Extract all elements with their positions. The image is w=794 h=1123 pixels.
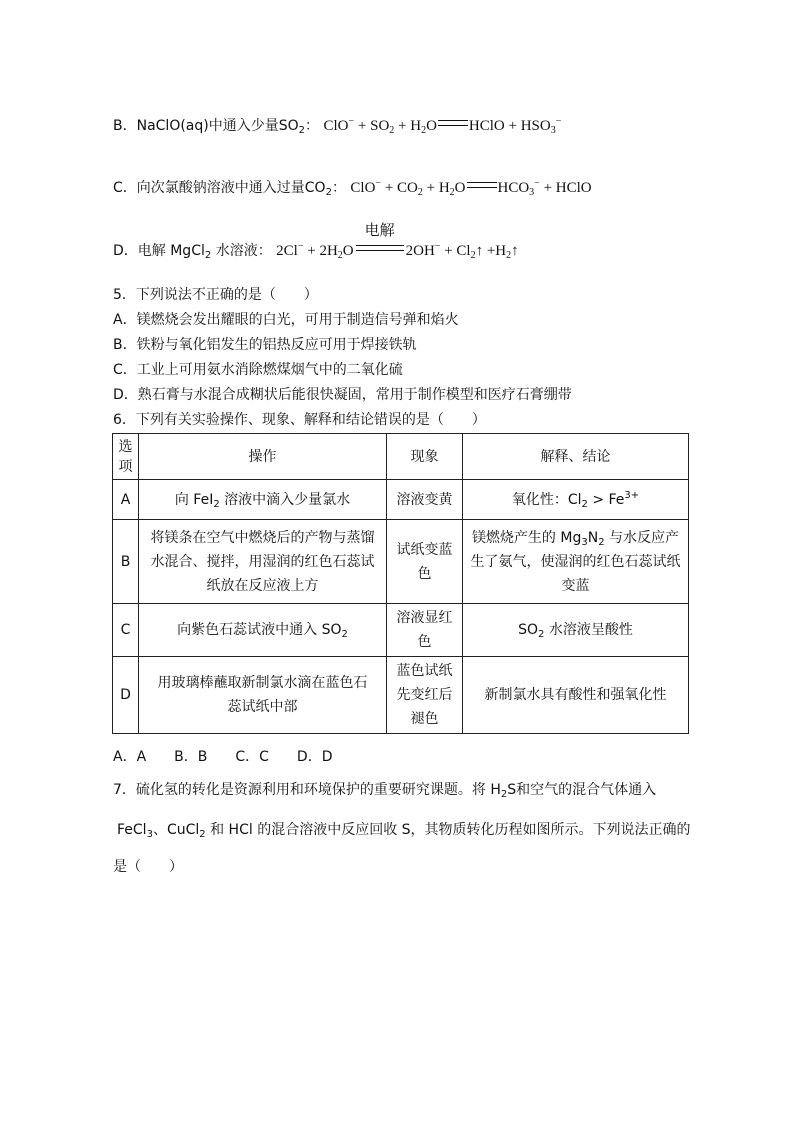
- experiment-table: [112, 433, 689, 734]
- subscript: 2: [199, 829, 206, 840]
- eq-term: + 2H: [303, 243, 338, 259]
- cell-text: 溶液中滴入少量氯水: [219, 491, 351, 508]
- row-phenomenon: 试纸变蓝色: [387, 520, 463, 604]
- cell-text: 水溶液呈酸性: [544, 622, 633, 638]
- subscript: 2: [470, 250, 476, 261]
- row-phenomenon: 蓝色试纸先变红后褪色: [387, 657, 463, 734]
- table-row: [113, 520, 689, 604]
- subscript: 2: [389, 125, 395, 136]
- header-conclusion: 解释、结论: [463, 434, 689, 480]
- row-conclusion: [463, 520, 689, 604]
- superscript: −: [375, 178, 382, 189]
- subscript: 2: [325, 187, 332, 198]
- superscript: −: [434, 241, 441, 252]
- option-prefix: B．: [113, 118, 137, 134]
- subscript: 2: [449, 187, 455, 198]
- q7-line-2: [117, 820, 691, 840]
- eq-term: + HClO: [539, 180, 592, 196]
- cell-text: N: [587, 529, 599, 546]
- row-label: D: [113, 657, 139, 734]
- subscript: 3: [146, 829, 153, 840]
- row-conclusion: [463, 604, 689, 657]
- cell-text: 镁燃烧产生的 Mg: [471, 529, 582, 546]
- text: 和 HCl 的混合溶液中反应回收 S，其物质转化历程如图所示。下列说法正确的: [205, 822, 691, 838]
- row-phenomenon: 溶液显红色: [387, 604, 463, 657]
- cell-text: 氧化性：Cl: [511, 491, 582, 508]
- q7-line-1: [113, 780, 656, 800]
- subscript: 2: [341, 629, 348, 640]
- superscript: −: [297, 241, 304, 252]
- eq-term: + Cl: [440, 243, 471, 259]
- row-operation: [139, 604, 387, 657]
- reaction-condition: 电解: [364, 221, 395, 239]
- eq-term: HClO + HSO: [468, 118, 551, 134]
- colon: ：: [305, 118, 320, 134]
- q5-option-d: D．熟石膏与水混合成糊状后能很快凝固，常用于制作模型和医疗石膏绷带: [113, 387, 572, 403]
- superscript: −: [555, 116, 562, 127]
- header-operation: 操作: [139, 434, 387, 480]
- table-row: [113, 480, 689, 520]
- option-lead: 电解 MgCl: [137, 243, 205, 259]
- header-phenomenon: 现象: [387, 434, 463, 480]
- table-header-row: [113, 434, 689, 480]
- subscript: 2: [581, 498, 588, 510]
- option-prefix: C．: [113, 180, 137, 196]
- option-prefix: D．: [113, 243, 138, 259]
- electrolysis-equals-sign: [356, 221, 404, 251]
- text: 7．硫化氢的转化是资源利用和环境保护的重要研究课题。将 H: [113, 782, 501, 798]
- subscript: 2: [298, 125, 306, 136]
- equation: [350, 180, 591, 196]
- equals-sign: [467, 182, 497, 188]
- row-phenomenon: 溶液变黄: [387, 480, 463, 520]
- subscript: 2: [337, 250, 343, 261]
- subscript: 2: [213, 498, 220, 510]
- eq-term: ClO: [350, 180, 376, 196]
- header-option: 选项: [113, 434, 139, 480]
- text: S和空气的混合气体通入: [507, 782, 657, 798]
- q5-option-c: C．工业上可用氨水消除燃煤烟气中的二氧化硫: [113, 362, 403, 378]
- q6-stem: 6．下列有关实验操作、现象、解释和结论错误的是（ ）: [113, 412, 486, 428]
- eq-term: 2Cl: [276, 243, 298, 259]
- cell-text: > Fe: [587, 491, 625, 508]
- row-operation: 用玻璃棒蘸取新制氯水滴在蓝色石蕊试纸中部: [139, 657, 387, 734]
- eq-term: HCO: [497, 180, 530, 196]
- eq-term: + H: [422, 180, 450, 196]
- subscript: 2: [598, 536, 605, 548]
- q5-option-b: B．铁粉与氧化铝发生的铝热反应可用于焊接铁轨: [113, 337, 417, 353]
- subscript: 3: [581, 536, 588, 548]
- row-label: A: [113, 480, 139, 520]
- subscript: 2: [500, 789, 508, 800]
- cell-text: SO: [518, 622, 539, 638]
- text: FeCl: [117, 822, 147, 838]
- option-lead: 向次氯酸钠溶液中通入过量CO: [136, 180, 326, 196]
- row-label: B: [113, 520, 139, 604]
- equation: [276, 221, 519, 261]
- row-conclusion: 新制氯水具有酸性和强氧化性: [463, 657, 689, 734]
- superscript: −: [534, 178, 540, 189]
- cell-text: 向紫色石蕊试液中通入 SO: [177, 622, 342, 638]
- subscript: 2: [421, 125, 427, 136]
- eq-term: ClO: [323, 118, 349, 134]
- superscript: 3+: [624, 489, 640, 501]
- row-conclusion: [463, 480, 689, 520]
- q4-option-d: [113, 221, 519, 261]
- row-label: C: [113, 604, 139, 657]
- option-lead: 水溶液：: [211, 243, 272, 259]
- q4-option-b: [113, 116, 561, 136]
- q5-option-a: A．镁燃烧会发出耀眼的白光，可用于制造信号弹和焰火: [113, 312, 459, 328]
- table-row: [113, 604, 689, 657]
- subscript: 2: [204, 250, 212, 261]
- subscript: 3: [550, 125, 556, 136]
- table-row: [113, 657, 689, 734]
- eq-term: + SO: [354, 118, 390, 134]
- q6-answer-choices: A．A B．B C．C D．D: [113, 749, 333, 765]
- equals-sign: [438, 120, 468, 126]
- subscript: 2: [538, 629, 545, 640]
- eq-term: ↑ +H: [475, 243, 507, 259]
- equation: [323, 118, 561, 134]
- q7-line-3: 是（ ）: [113, 859, 183, 875]
- eq-term: + H: [394, 118, 422, 134]
- cell-text: 与水反应产生了氨气，使湿润的红色石蕊试纸变蓝: [470, 529, 681, 594]
- eq-term: O: [426, 118, 437, 134]
- eq-term: ↑: [511, 243, 519, 259]
- cell-text: 向 FeI: [174, 491, 214, 508]
- subscript: 2: [506, 250, 512, 261]
- text: 、CuCl: [152, 822, 200, 838]
- q5-stem: 5．下列说法不正确的是（ ）: [113, 287, 318, 303]
- row-operation: [139, 480, 387, 520]
- option-lead: NaClO(aq)中通入少量SO: [136, 118, 299, 134]
- eq-term: O: [342, 243, 354, 259]
- eq-term: O: [454, 180, 466, 196]
- subscript: 2: [417, 187, 423, 198]
- eq-term: + CO: [381, 180, 418, 196]
- colon: ：: [331, 180, 346, 196]
- subscript: 3: [529, 187, 535, 198]
- row-operation: 将镁条在空气中燃烧后的产物与蒸馏水混合、搅拌，用湿润的红色石蕊试纸放在反应液上方: [139, 520, 387, 604]
- q4-option-c: [113, 178, 592, 198]
- eq-term: 2OH: [405, 243, 435, 259]
- superscript: −: [348, 116, 355, 127]
